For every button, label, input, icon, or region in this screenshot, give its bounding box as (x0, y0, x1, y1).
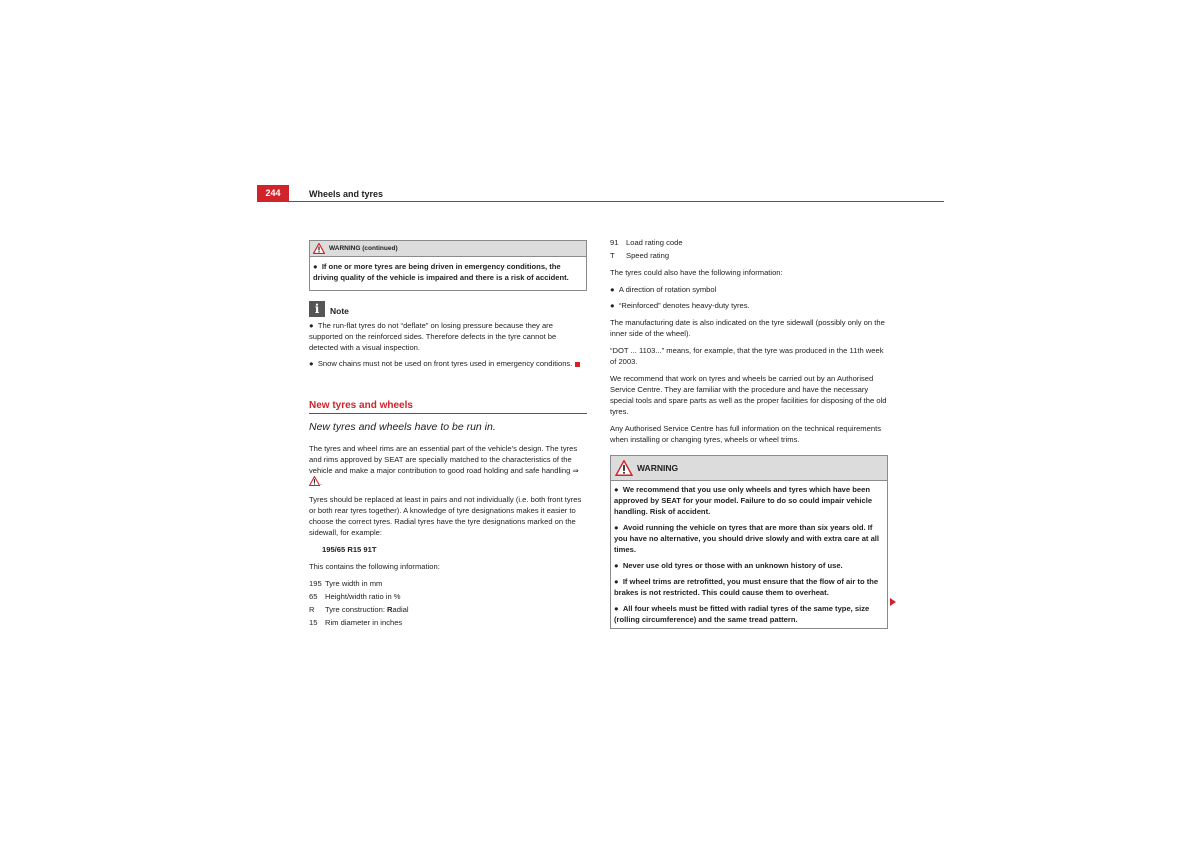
paragraph-design: The tyres and wheel rims are an essential part of the vehicle’s design. The tyres and rims approved by SEAT are specially matched to the characteristics of the vehicle and make a major contribution to good road holding and safe handling ⇒ . (309, 444, 579, 487)
bullet: ● (614, 604, 623, 613)
tyre-example: 195/65 R15 91T (322, 545, 377, 554)
warning-icon (615, 460, 633, 476)
paragraph-date: The manufacturing date is also indicated on the tyre sidewall (possibly only on the inner side of the wheel). (610, 318, 885, 338)
warning-item-5: All four wheels must be fitted with radial tyres of the same type, size (rolling circumference) and the same tread pattern. (614, 604, 870, 624)
also-info: The tyres could also have the following information: (610, 268, 783, 277)
bullet: ● (309, 321, 318, 330)
header-rule (257, 201, 944, 202)
warning-item-3: Never use old tyres or those with an unknown history of use. (622, 561, 843, 570)
info-icon: i (309, 301, 325, 317)
note-item-1: The run-flat tyres do not “deflate” on losing pressure because they are supported on the reinforced sides. Therefore defects in the tyre cannot be detected with a visual inspection. (309, 321, 557, 352)
paragraph-dot: “DOT ... 1103...” means, for example, that the tyre was produced in the 11th week of 2003. (610, 346, 884, 366)
section-title: New tyres and wheels (309, 400, 413, 411)
paragraph-replacement: Tyres should be replaced at least in pairs and not individually (i.e. both front tyres or both rear tyres together). A knowledge of tyre designations makes it easier to choose the correct tyres. Radial tyres have the tyre designations marked on the sidewall, for example: (309, 495, 582, 537)
section-subtitle: New tyres and wheels have to be run in. (309, 421, 496, 433)
warning-item-2: Avoid running the vehicle on tyres that are more than six years old. If you have no alternative, you should drive slowly and with extra care at all times. (614, 523, 880, 554)
contains-info: This contains the following information: (309, 562, 440, 571)
bullet: ● (614, 577, 623, 586)
warning-continued-text: If one or more tyres are being driven in emergency conditions, the driving quality of the vehicle is impaired and there is a risk of accident. (313, 262, 569, 282)
right-column: 91 Load rating code T Speed rating The tyres could also have the following information: ● A direction of rotation symbol ● “Reinforced” denotes heavy-duty tyres. The manufacturing date is also indicated on the tyre sidewall (possibly only on the inner side of the wheel). “DOT ... 1103...” means, for example, that the tyre was produced in the 11th week of 2003. We recommend that work on tyres and wheels be carried out by an Authorised Service Centre. They are familiar with the procedure and have the necessary special tools and spare parts as well as the proper facilities for disposing of the old tyres. Any Authorised Service Centre has full information on the technical requirements when installing or changing tyres, wheels or wheel trims. WARNING ● We recommend that you use only wheels and tyres which have been approved by SEAT for your model. Failure to do so could impair vehicle handling. Risk of accident. ● Avoid running the vehicle on tyres that are more than six years old. If you have no alternative, you should drive slowly and with extra care at all times. ● Never use old tyres or those with an unknown history of use. ● If wheel trims are retrofitted, you must ensure that the flow of air to the brakes is not restricted. This could cause them to overheat. ● All four wheels must be fitted with radial tyres of the same type, size (rolling circumference) and the same tread pattern. (610, 237, 888, 639)
warning-title: WARNING (637, 462, 679, 473)
warning-ref-icon (309, 476, 320, 486)
continue-arrow-icon (890, 598, 896, 606)
bullet: ● (614, 485, 623, 494)
warning-item-1: We recommend that you use only wheels and tyres which have been approved by SEAT for your model. Failure to do so could impair vehicle handling. Risk of accident. (614, 485, 873, 516)
warning-box (610, 455, 888, 629)
note-label: Note (330, 306, 349, 316)
bullet: ● (614, 523, 623, 532)
bullet: ● (313, 262, 322, 271)
spec-list: 195 Tyre width in mm 65 Height/width ratio in % R Tyre construction: Radial 15 Rim diameter in inches (309, 579, 409, 627)
paragraph-recommend: We recommend that work on tyres and wheels be carried out by an Authorised Service Centre. They are familiar with the procedure and have the necessary special tools and spare parts as well as the proper facilities for disposing of the old tyres. (610, 374, 887, 416)
warning-continued-title: WARNING (continued) (329, 245, 398, 252)
warning-icon (313, 243, 325, 254)
warning-continued-box (309, 240, 587, 291)
paragraph-info: Any Authorised Service Centre has full information on the technical requirements when installing or changing tyres, wheels or wheel trims. (610, 424, 881, 444)
warning-item-4: If wheel trims are retrofitted, you must ensure that the flow of air to the brakes is not restricted. This could cause them to overheat. (614, 577, 879, 597)
section-rule (309, 413, 587, 414)
bullet: ● (614, 561, 623, 570)
end-marker-icon (575, 362, 580, 367)
bullet: ● (309, 359, 318, 368)
left-column (309, 240, 587, 628)
chapter-title: Wheels and tyres (309, 189, 384, 199)
bullet: ● (610, 301, 619, 310)
bullet: ● (610, 285, 619, 294)
note-item-2: Snow chains must not be used on front tyres used in emergency conditions. (317, 359, 573, 368)
page-number: 244 (257, 185, 289, 202)
